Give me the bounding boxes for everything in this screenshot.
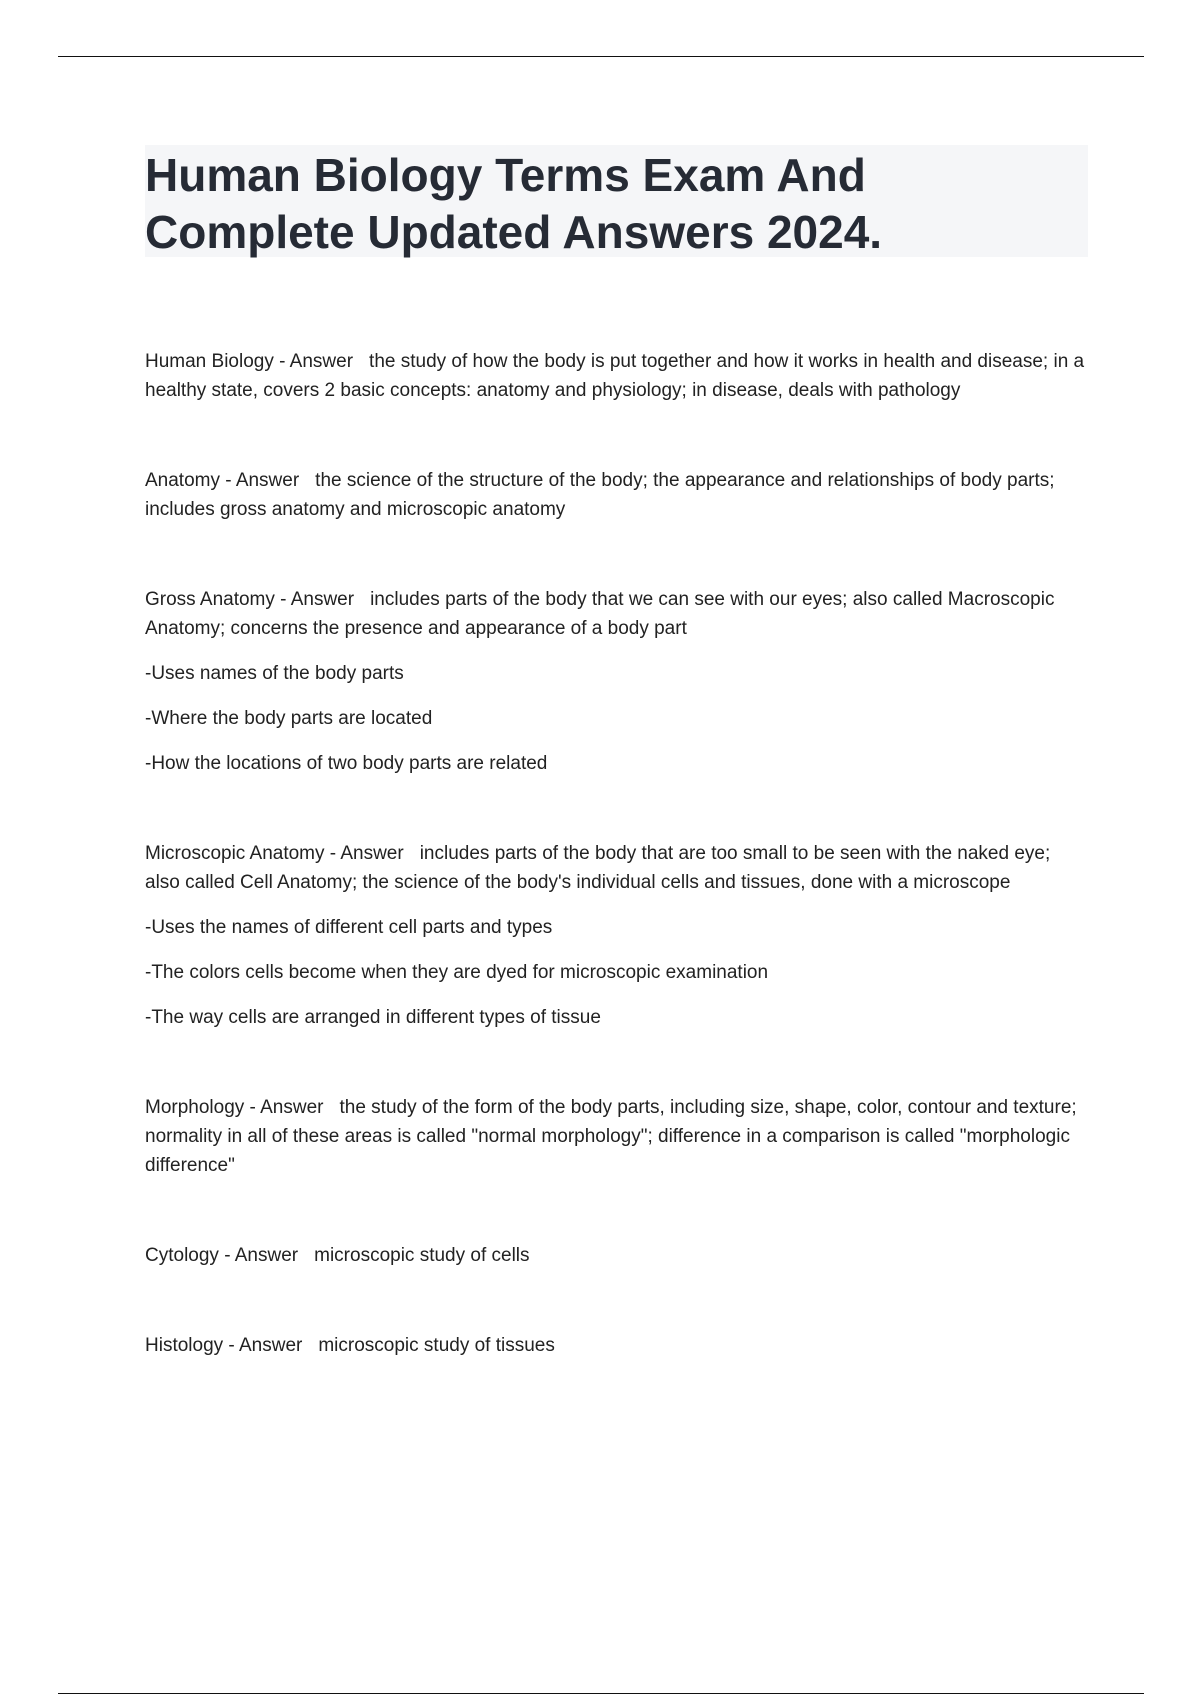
entry-term: Cytology - Answer [145, 1245, 299, 1266]
entry-text [145, 347, 1090, 405]
entry-text [145, 585, 1090, 643]
entry-term: Histology - Answer [145, 1335, 303, 1356]
document-body [145, 347, 1090, 1360]
entry-term: Anatomy - Answer [145, 470, 300, 491]
entry-term: Human Biology - Answer [145, 351, 354, 372]
entry-histology [145, 1331, 1090, 1360]
entry-text [145, 1241, 1090, 1270]
entry-text [145, 1331, 1090, 1360]
entry-text [145, 1093, 1090, 1180]
entry-point: -The colors cells become when they are dyed for microscopic examination [145, 962, 769, 983]
title-line-2: Complete Updated Answers 2024. [145, 206, 883, 258]
entry-human-biology [145, 347, 1090, 405]
entry-point: -Where the body parts are located [145, 708, 433, 729]
entry-definition: the study of how the body is put together and how it works in health and disease; in a healthy state, covers 2 basic concepts: anatomy and physiology; in disease, deals with pathology [145, 351, 1085, 401]
entry-definition: includes parts of the body that are too small to be seen with the naked eye; also called Cell Anatomy; the science of the body's individual cells and tissues, done with a microscope [145, 843, 1051, 893]
entry-point: -Uses the names of different cell parts and types [145, 917, 553, 938]
entry-text [145, 466, 1090, 524]
entry-definition: includes parts of the body that we can see with our eyes; also called Macroscopic Anatomy; concerns the presence and appearance of a body part [145, 589, 1055, 639]
entry-definition: microscopic study of cells [314, 1245, 530, 1266]
entry-gross-anatomy [145, 585, 1090, 778]
entry-definition: microscopic study of tissues [318, 1335, 555, 1356]
entry-cytology [145, 1241, 1090, 1270]
entry-morphology [145, 1093, 1090, 1180]
entry-term: Gross Anatomy - Answer [145, 589, 355, 610]
title-box [145, 145, 1088, 257]
entry-point: -Uses names of the body parts [145, 663, 404, 684]
page-title [145, 147, 882, 261]
entry-definition: the study of the form of the body parts, including size, shape, color, contour and texture; normality in all of these areas is called "normal morphology"; difference in a comparison is called "morphologic difference" [145, 1097, 1077, 1176]
title-line-1: Human Biology Terms Exam And [145, 149, 866, 201]
entry-text [145, 839, 1090, 897]
bottom-rule [58, 1693, 1144, 1694]
entry-microscopic-anatomy [145, 839, 1090, 1032]
top-rule [58, 56, 1144, 57]
entry-point: -How the locations of two body parts are related [145, 753, 548, 774]
entry-term: Morphology - Answer [145, 1097, 324, 1118]
entry-point: -The way cells are arranged in different types of tissue [145, 1007, 601, 1028]
entry-definition: the science of the structure of the body; the appearance and relationships of body parts; includes gross anatomy and microscopic anatomy [145, 470, 1055, 520]
entry-term: Microscopic Anatomy - Answer [145, 843, 404, 864]
entry-anatomy [145, 466, 1090, 524]
